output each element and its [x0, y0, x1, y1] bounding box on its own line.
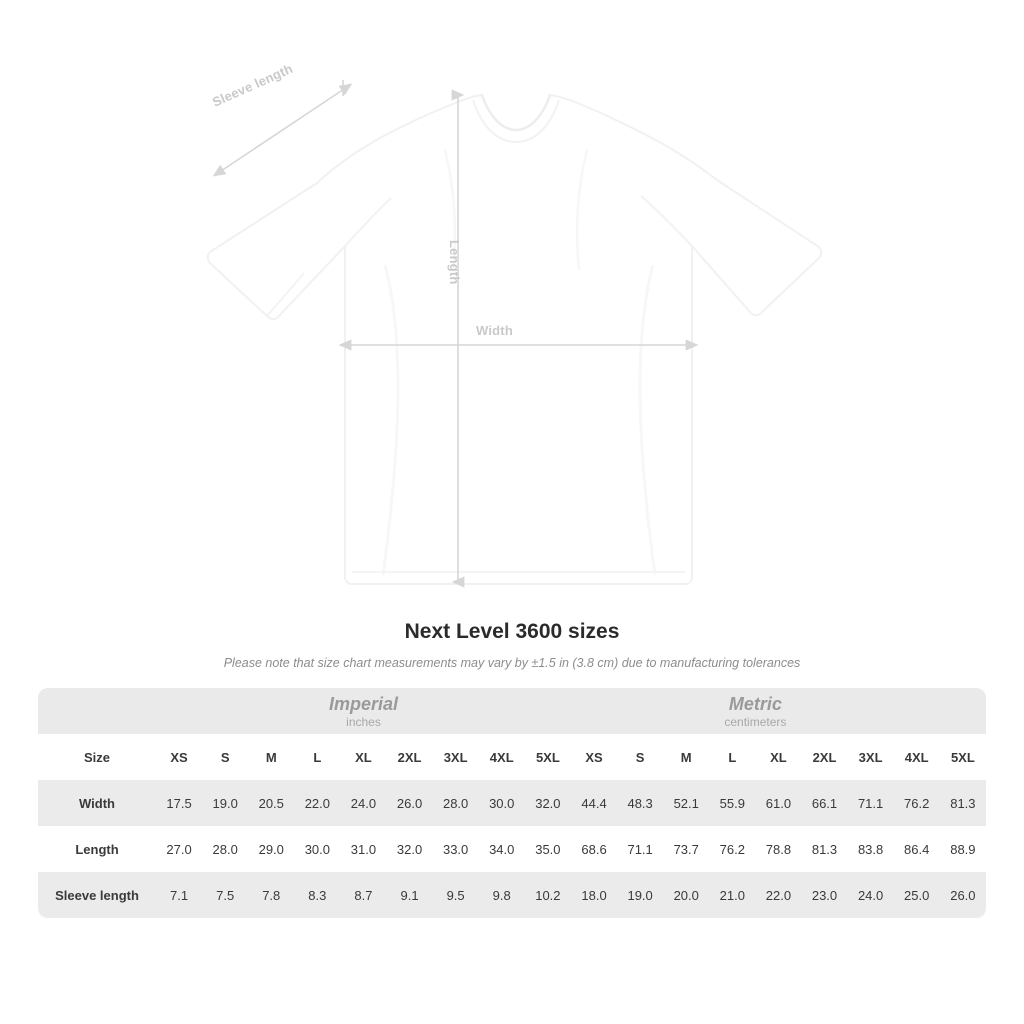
unit-row-spacer-right	[940, 688, 986, 734]
cell-sleeve-metric-s: 19.0	[617, 872, 663, 918]
cell-sleeve-metric-2xl: 23.0	[801, 872, 847, 918]
cell-length-metric-2xl: 81.3	[801, 826, 847, 872]
header-metric-xs: XS	[571, 734, 617, 780]
unit-metric	[571, 688, 940, 734]
length-label: Length	[447, 240, 462, 285]
cell-width-imperial-l: 22.0	[294, 780, 340, 826]
cell-length-imperial-xs: 27.0	[156, 826, 202, 872]
cell-length-metric-5xl: 88.9	[940, 826, 986, 872]
header-imperial-3xl: 3XL	[433, 734, 479, 780]
cell-length-imperial-s: 28.0	[202, 826, 248, 872]
cell-sleeve-metric-xs: 18.0	[571, 872, 617, 918]
cell-width-metric-4xl: 76.2	[894, 780, 940, 826]
table-row	[38, 780, 986, 826]
cell-width-metric-3xl: 71.1	[848, 780, 894, 826]
tshirt-svg	[205, 80, 825, 595]
cell-width-imperial-4xl: 30.0	[479, 780, 525, 826]
row-label-length: Length	[38, 826, 156, 872]
cell-sleeve-metric-m: 20.0	[663, 872, 709, 918]
cell-width-metric-5xl: 81.3	[940, 780, 986, 826]
header-size: Size	[38, 734, 156, 780]
cell-length-imperial-3xl: 33.0	[433, 826, 479, 872]
table-row	[38, 872, 986, 918]
size-chart-table-wrapper	[38, 688, 986, 918]
cell-sleeve-imperial-m: 7.8	[248, 872, 294, 918]
header-imperial-xs: XS	[156, 734, 202, 780]
cell-length-imperial-5xl: 35.0	[525, 826, 571, 872]
unit-row-spacer-left	[38, 688, 156, 734]
cell-sleeve-imperial-l: 8.3	[294, 872, 340, 918]
cell-width-imperial-m: 20.5	[248, 780, 294, 826]
cell-width-imperial-xl: 24.0	[340, 780, 386, 826]
cell-sleeve-imperial-5xl: 10.2	[525, 872, 571, 918]
header-imperial-l: L	[294, 734, 340, 780]
cell-sleeve-metric-l: 21.0	[709, 872, 755, 918]
header-imperial-5xl: 5XL	[525, 734, 571, 780]
cell-sleeve-imperial-4xl: 9.8	[479, 872, 525, 918]
header-metric-3xl: 3XL	[848, 734, 894, 780]
cell-width-metric-xl: 61.0	[755, 780, 801, 826]
table-header-row	[38, 734, 986, 780]
cell-sleeve-metric-4xl: 25.0	[894, 872, 940, 918]
cell-width-metric-l: 55.9	[709, 780, 755, 826]
unit-imperial-unit: inches	[346, 715, 381, 730]
cell-sleeve-metric-xl: 22.0	[755, 872, 801, 918]
cell-width-imperial-xs: 17.5	[156, 780, 202, 826]
header-metric-5xl: 5XL	[940, 734, 986, 780]
unit-system-row	[38, 688, 986, 734]
cell-length-metric-3xl: 83.8	[848, 826, 894, 872]
chart-heading	[0, 620, 1024, 670]
unit-metric-unit: centimeters	[724, 715, 787, 730]
header-metric-xl: XL	[755, 734, 801, 780]
unit-imperial-name: Imperial	[328, 693, 399, 714]
cell-width-metric-2xl: 66.1	[801, 780, 847, 826]
header-metric-2xl: 2XL	[801, 734, 847, 780]
size-chart-table	[38, 688, 986, 918]
header-metric-s: S	[617, 734, 663, 780]
header-imperial-2xl: 2XL	[386, 734, 432, 780]
page-title: Next Level 3600 sizes	[404, 620, 620, 643]
cell-length-imperial-4xl: 34.0	[479, 826, 525, 872]
unit-metric-name: Metric	[728, 693, 782, 714]
table-row	[38, 826, 986, 872]
cell-length-metric-xl: 78.8	[755, 826, 801, 872]
cell-width-imperial-5xl: 32.0	[525, 780, 571, 826]
cell-length-imperial-2xl: 32.0	[386, 826, 432, 872]
width-label: Width	[476, 323, 513, 338]
header-imperial-m: M	[248, 734, 294, 780]
cell-sleeve-imperial-s: 7.5	[202, 872, 248, 918]
cell-length-imperial-l: 30.0	[294, 826, 340, 872]
sleeve-length-label: Sleeve length	[210, 60, 296, 110]
cell-length-metric-xs: 68.6	[571, 826, 617, 872]
cell-length-imperial-xl: 31.0	[340, 826, 386, 872]
cell-width-imperial-2xl: 26.0	[386, 780, 432, 826]
tolerance-note: Please note that size chart measurements may vary by ±1.5 in (3.8 cm) due to manufacturing tolerances	[223, 656, 801, 670]
cell-length-metric-l: 76.2	[709, 826, 755, 872]
header-metric-4xl: 4XL	[894, 734, 940, 780]
header-metric-l: L	[709, 734, 755, 780]
cell-width-metric-s: 48.3	[617, 780, 663, 826]
cell-width-metric-m: 52.1	[663, 780, 709, 826]
cell-sleeve-metric-5xl: 26.0	[940, 872, 986, 918]
row-label-width: Width	[38, 780, 156, 826]
header-imperial-s: S	[202, 734, 248, 780]
header-imperial-4xl: 4XL	[479, 734, 525, 780]
cell-width-metric-xs: 44.4	[571, 780, 617, 826]
unit-imperial	[156, 688, 571, 734]
header-metric-m: M	[663, 734, 709, 780]
tshirt-graphic	[205, 80, 825, 595]
cell-length-metric-m: 73.7	[663, 826, 709, 872]
cell-width-imperial-s: 19.0	[202, 780, 248, 826]
header-imperial-xl: XL	[340, 734, 386, 780]
cell-sleeve-imperial-3xl: 9.5	[433, 872, 479, 918]
cell-width-imperial-3xl: 28.0	[433, 780, 479, 826]
row-label-sleeve-length: Sleeve length	[38, 872, 156, 918]
cell-length-metric-4xl: 86.4	[894, 826, 940, 872]
cell-sleeve-imperial-xl: 8.7	[340, 872, 386, 918]
cell-sleeve-metric-3xl: 24.0	[848, 872, 894, 918]
cell-length-imperial-m: 29.0	[248, 826, 294, 872]
cell-length-metric-s: 71.1	[617, 826, 663, 872]
cell-sleeve-imperial-2xl: 9.1	[386, 872, 432, 918]
cell-sleeve-imperial-xs: 7.1	[156, 872, 202, 918]
